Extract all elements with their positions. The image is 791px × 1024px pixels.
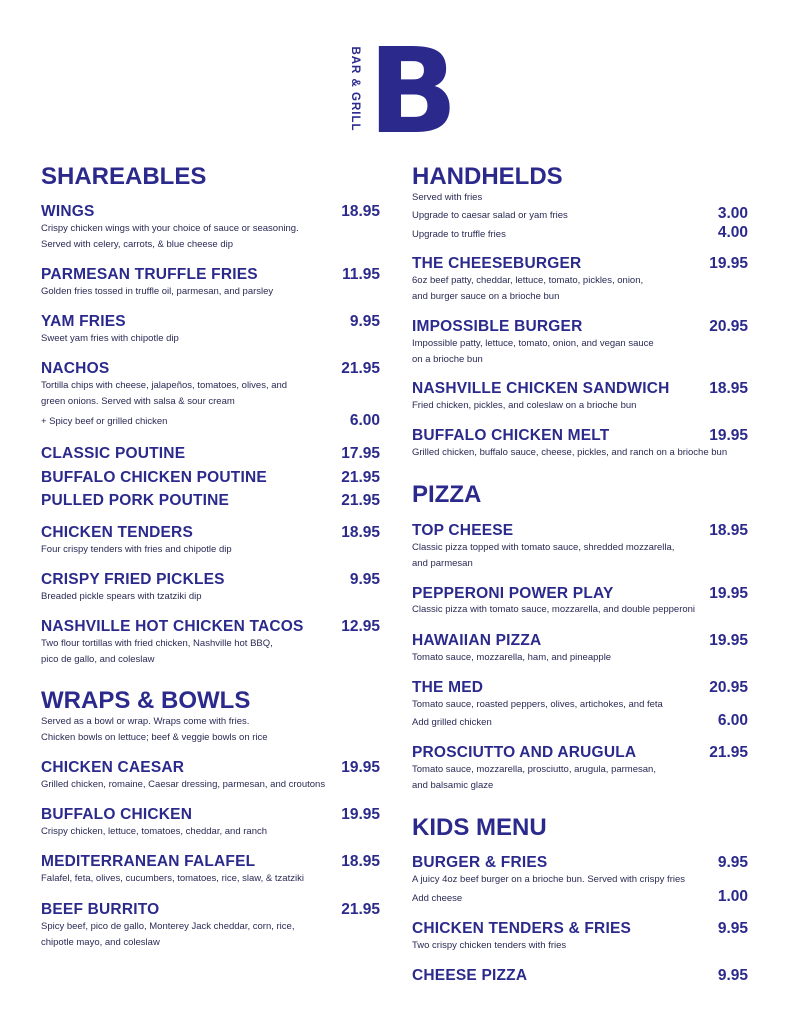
item-desc: Crispy chicken, lettuce, tomatoes, cheddar, and ranch xyxy=(41,826,268,837)
item-name-wings: WINGS xyxy=(41,203,95,220)
item-name-chicken-tenders: CHICKEN TENDERS xyxy=(41,524,193,541)
item-addon: Upgrade to truffle fries xyxy=(412,229,506,240)
item-name-beef-burrito: BEEF BURRITO xyxy=(41,901,160,918)
item-desc: Four crispy tenders with fries and chipotle dip xyxy=(41,544,232,555)
item-name-buffalo-poutine: BUFFALO CHICKEN POUTINE xyxy=(41,469,267,486)
item-name-kids-burger: BURGER & FRIES xyxy=(412,854,548,871)
item-name-truffle-fries: PARMESAN TRUFFLE FRIES xyxy=(41,266,258,283)
item-price-nashville-sandwich: 18.95 xyxy=(709,380,748,397)
item-desc: Tortilla chips with cheese, jalapeños, tomatoes, olives, and xyxy=(41,380,288,391)
item-price-nachos: 21.95 xyxy=(341,360,380,377)
item-addon-price: 6.00 xyxy=(717,712,748,729)
item-price-wings: 18.95 xyxy=(341,203,380,220)
item-addon-price: 4.00 xyxy=(717,224,748,241)
logo-letter: B xyxy=(368,22,456,160)
item-name-yam-fries: YAM FRIES xyxy=(41,313,126,330)
section-title-pizza: PIZZA xyxy=(412,481,482,508)
item-addon-price: 6.00 xyxy=(349,412,380,429)
item-desc: Sweet yam fries with chipotle dip xyxy=(41,333,179,344)
section-note: Chicken bowls on lettuce; beef & veggie bowls on rice xyxy=(41,732,268,743)
item-desc: Crispy chicken wings with your choice of sauce or seasoning. xyxy=(41,223,299,234)
item-price-yam-fries: 9.95 xyxy=(349,313,380,330)
item-price-top-cheese: 18.95 xyxy=(709,522,748,539)
item-name-pepperoni: PEPPERONI POWER PLAY xyxy=(412,585,614,602)
section-note: Served with fries xyxy=(412,192,483,203)
item-price-buffalo-melt: 19.95 xyxy=(709,427,748,444)
item-addon: + Spicy beef or grilled chicken xyxy=(41,416,168,427)
item-price-chicken-caesar: 19.95 xyxy=(341,759,380,776)
item-price-truffle-fries: 11.95 xyxy=(342,266,380,283)
item-addon-price: 3.00 xyxy=(717,205,748,222)
item-name-buffalo-chicken: BUFFALO CHICKEN xyxy=(41,806,193,823)
item-desc: Tomato sauce, mozzarella, ham, and pineapple xyxy=(412,652,612,663)
item-desc: Served with celery, carrots, & blue cheese dip xyxy=(41,239,234,250)
item-price-hawaiian: 19.95 xyxy=(709,632,748,649)
item-price-kids-tenders: 9.95 xyxy=(717,920,748,937)
item-desc: Spicy beef, pico de gallo, Monterey Jack cheddar, corn, rice, xyxy=(41,921,295,932)
item-name-falafel: MEDITERRANEAN FALAFEL xyxy=(41,853,256,870)
item-addon: Add cheese xyxy=(412,893,463,904)
item-desc: and burger sauce on a brioche bun xyxy=(412,291,560,302)
item-price-fried-pickles: 9.95 xyxy=(349,571,380,588)
item-name-hawaiian: HAWAIIAN PIZZA xyxy=(412,632,542,649)
item-desc: 6oz beef patty, cheddar, lettuce, tomato, pickles, onion, xyxy=(412,275,644,286)
item-name-kids-tenders: CHICKEN TENDERS & FRIES xyxy=(412,920,632,937)
item-desc: Two crispy chicken tenders with fries xyxy=(412,940,567,951)
item-price-cheeseburger: 19.95 xyxy=(709,255,748,272)
item-desc: Tomato sauce, mozzarella, prosciutto, arugula, parmesan, xyxy=(412,764,656,775)
item-price-falafel: 18.95 xyxy=(341,853,380,870)
item-desc: Classic pizza topped with tomato sauce, shredded mozzarella, xyxy=(412,542,675,553)
logo-side-text: BAR & GRILL xyxy=(349,46,361,132)
item-price-kids-burger: 9.95 xyxy=(717,854,748,871)
item-name-cheeseburger: THE CHEESEBURGER xyxy=(412,255,582,272)
item-desc: on a brioche bun xyxy=(412,354,483,365)
item-name-pork-poutine: PULLED PORK POUTINE xyxy=(41,492,230,509)
item-desc: chipotle mayo, and coleslaw xyxy=(41,937,160,948)
item-desc: Falafel, feta, olives, cucumbers, tomatoes, rice, slaw, & tzatziki xyxy=(41,873,304,884)
item-price-buffalo-chicken: 19.95 xyxy=(341,806,380,823)
item-desc: and parmesan xyxy=(412,558,473,569)
item-desc: A juicy 4oz beef burger on a brioche bun. Served with crispy fries xyxy=(412,874,686,885)
item-desc: pico de gallo, and coleslaw xyxy=(41,654,155,665)
item-addon: Add grilled chicken xyxy=(412,717,492,728)
item-name-kids-pizza: CHEESE PIZZA xyxy=(412,967,528,984)
item-desc: Classic pizza with tomato sauce, mozzarella, and double pepperoni xyxy=(412,604,696,615)
item-price-chicken-tacos: 12.95 xyxy=(341,618,380,635)
item-addon: Upgrade to caesar salad or yam fries xyxy=(412,210,568,221)
item-addon-price: 1.00 xyxy=(717,888,748,905)
item-desc: Breaded pickle spears with tzatziki dip xyxy=(41,591,202,602)
item-name-nashville-sandwich: NASHVILLE CHICKEN SANDWICH xyxy=(412,380,670,397)
section-title-kids: KIDS MENU xyxy=(412,814,547,841)
item-name-prosciutto: PROSCIUTTO AND ARUGULA xyxy=(412,744,637,761)
item-name-classic-poutine: CLASSIC POUTINE xyxy=(41,445,186,462)
item-price-buffalo-poutine: 21.95 xyxy=(341,469,380,486)
item-price-prosciutto: 21.95 xyxy=(709,744,748,761)
item-price-beef-burrito: 21.95 xyxy=(341,901,380,918)
item-price-pork-poutine: 21.95 xyxy=(341,492,380,509)
item-price-impossible-burger: 20.95 xyxy=(709,318,748,335)
item-desc: Grilled chicken, romaine, Caesar dressing, parmesan, and croutons xyxy=(41,779,326,790)
item-desc: Two flour tortillas with fried chicken, Nashville hot BBQ, xyxy=(41,638,273,649)
item-name-buffalo-melt: BUFFALO CHICKEN MELT xyxy=(412,427,610,444)
section-title-handhelds: HANDHELDS xyxy=(412,163,563,190)
section-title-wraps: WRAPS & BOWLS xyxy=(41,687,251,714)
item-price-the-med: 20.95 xyxy=(709,679,748,696)
item-price-classic-poutine: 17.95 xyxy=(341,445,380,462)
item-name-chicken-caesar: CHICKEN CAESAR xyxy=(41,759,185,776)
item-name-nachos: NACHOS xyxy=(41,360,110,377)
section-note: Served as a bowl or wrap. Wraps come with fries. xyxy=(41,716,250,727)
item-desc: and balsamic glaze xyxy=(412,780,494,791)
item-name-the-med: THE MED xyxy=(412,679,484,696)
item-price-chicken-tenders: 18.95 xyxy=(341,524,380,541)
item-name-impossible-burger: IMPOSSIBLE BURGER xyxy=(412,318,583,335)
item-name-chicken-tacos: NASHVILLE HOT CHICKEN TACOS xyxy=(41,618,304,635)
item-desc: Impossible patty, lettuce, tomato, onion, and vegan sauce xyxy=(412,338,654,349)
item-desc: Fried chicken, pickles, and coleslaw on a brioche bun xyxy=(412,400,637,411)
item-price-kids-pizza: 9.95 xyxy=(717,967,748,984)
item-desc: green onions. Served with salsa & sour cream xyxy=(41,396,235,407)
item-name-top-cheese: TOP CHEESE xyxy=(412,522,514,539)
item-desc: Golden fries tossed in truffle oil, parmesan, and parsley xyxy=(41,286,274,297)
item-desc: Grilled chicken, buffalo sauce, cheese, pickles, and ranch on a brioche bun xyxy=(412,447,728,458)
section-title-shareables: SHAREABLES xyxy=(41,163,207,190)
item-name-fried-pickles: CRISPY FRIED PICKLES xyxy=(41,571,225,588)
item-desc: Tomato sauce, roasted peppers, olives, artichokes, and feta xyxy=(412,699,663,710)
item-price-pepperoni: 19.95 xyxy=(709,585,748,602)
